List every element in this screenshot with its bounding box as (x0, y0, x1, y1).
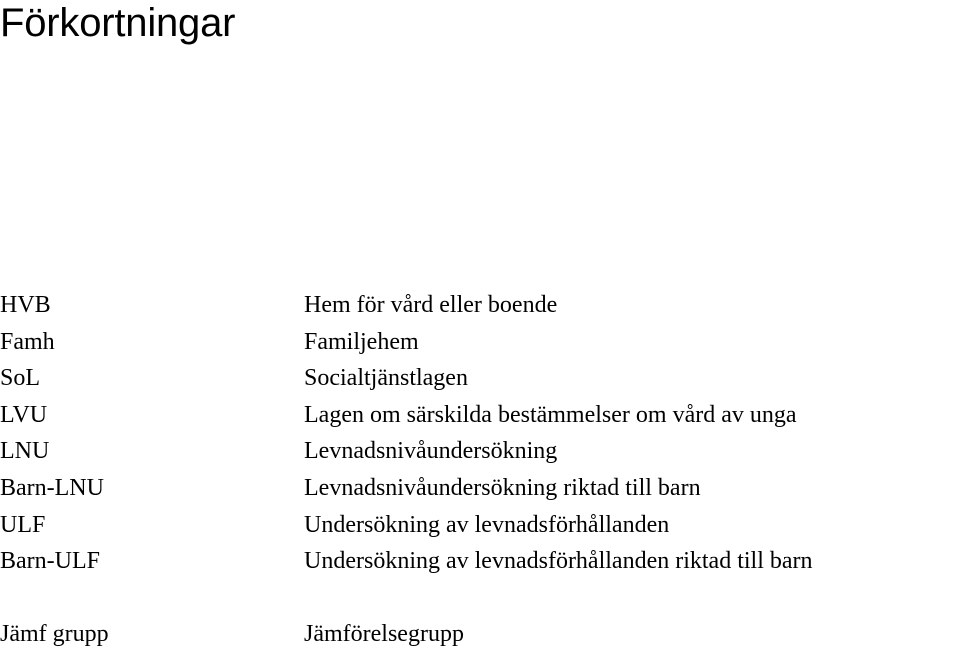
abbreviation-row-barn-ulf (0, 543, 960, 616)
abbreviation-row-lvu (0, 397, 960, 434)
abbreviation-term: HVB (0, 292, 51, 318)
abbreviation-term: LVU (0, 401, 48, 428)
abbreviation-definition: Levnadsnivåundersökning riktad till barn (304, 474, 701, 501)
abbreviation-definition: Undersökning av levnadsförhållanden riktad till barn (304, 548, 813, 575)
abbreviation-row-jamf-grupp (0, 616, 960, 653)
abbreviation-row-famh (0, 324, 960, 361)
abbreviation-definition: Familjehem (304, 328, 419, 355)
abbreviation-definition: Levnadsnivåundersökning (304, 438, 558, 465)
abbreviation-row-sol (0, 360, 960, 397)
abbreviation-term: Barn-ULF (0, 548, 100, 575)
abbreviation-definition: Hem för vård eller boende (304, 292, 558, 318)
abbreviation-row-lnu (0, 433, 960, 470)
abbreviation-term: LNU (0, 438, 50, 465)
abbreviation-definition: Socialtjänstlagen (304, 365, 468, 392)
abbreviation-definition: Jämförelsegrupp (304, 621, 464, 648)
abbreviation-row-barn-lnu (0, 470, 960, 507)
abbreviation-row-ulf (0, 507, 960, 544)
abbreviation-definition: Lagen om särskilda bestämmelser om vård av unga (304, 401, 797, 428)
abbreviation-term: SoL (0, 365, 41, 392)
abbreviation-definition: Undersökning av levnadsförhållanden (304, 511, 670, 538)
abbreviation-term: ULF (0, 511, 46, 538)
abbreviation-term: Jämf grupp (0, 621, 109, 648)
abbreviation-term: Barn-LNU (0, 474, 104, 501)
abbreviation-term: Famh (0, 328, 55, 355)
abbreviation-row-hvb (0, 287, 960, 324)
page-title: Förkortningar (0, 1, 236, 45)
abbreviation-list (0, 287, 960, 653)
